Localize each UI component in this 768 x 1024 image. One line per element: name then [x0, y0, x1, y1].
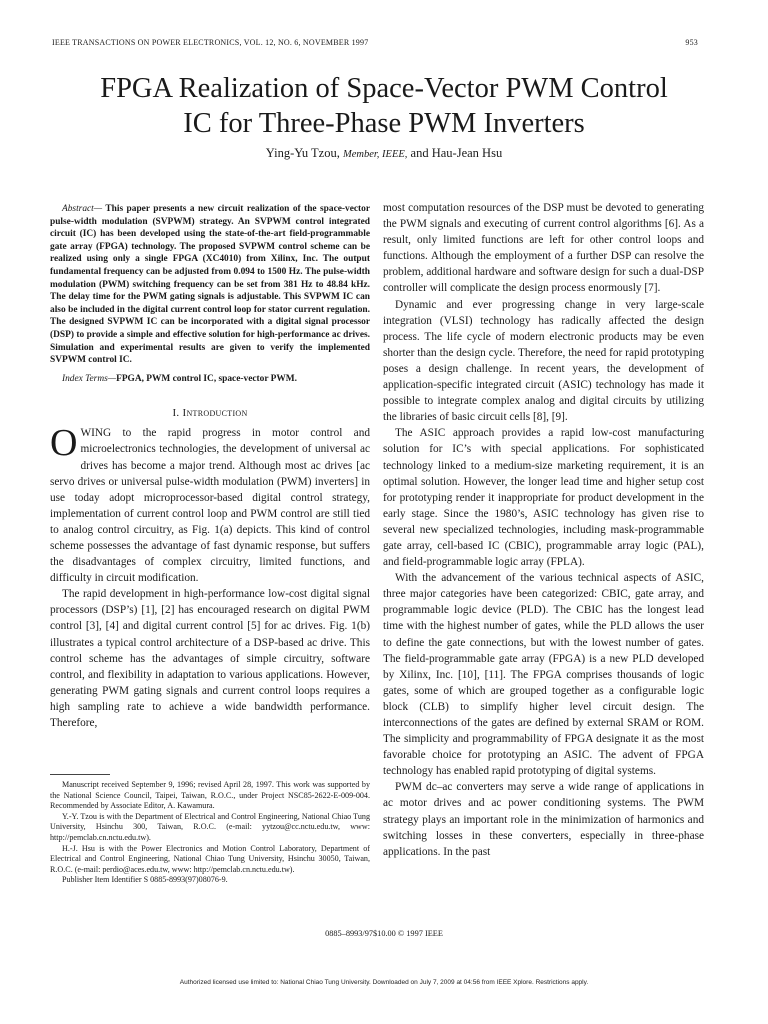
- author-connector: and: [410, 146, 429, 160]
- copyright-line: 0885–8993/97$10.00 © 1997 IEEE: [325, 929, 443, 938]
- index-terms: [50, 373, 370, 386]
- journal-header: IEEE TRANSACTIONS ON POWER ELECTRONICS, VOL. 12, NO. 6, NOVEMBER 1997: [52, 38, 369, 47]
- index-terms-text: FPGA, PWM control IC, space-vector PWM.: [116, 373, 297, 384]
- abstract-label: Abstract—: [62, 204, 103, 214]
- title-line-1: FPGA Realization of Space-Vector PWM Control: [100, 73, 668, 104]
- footnote-author-2: H.-J. Hsu is with the Power Electronics and Motion Control Laboratory, Department of Electrical and Control Engineering, National Chiao Tung University, Hsinchu 30050, Taiwan, R.O.C. (e-mail: perdio@aces.edu.tw, www: http://pemclab.cn.nctu.edu.tw).: [50, 843, 370, 874]
- footnotes: [50, 780, 370, 886]
- section-title-initial: I: [182, 407, 187, 420]
- author-1: Ying-Yu Tzou,: [265, 146, 340, 160]
- license-notice: Authorized licensed use limited to: National Chiao Tung University. Downloaded on July 7, 2009 at 04:56 from IEEE Xplore. Restrictions apply.: [179, 979, 589, 986]
- footnote-author-1: Y.-Y. Tzou is with the Department of Electrical and Control Engineering, National Chiao Tung University, Hsinchu 300, Taiwan, R.O.C. (e-mail: yytzou@cc.nctu.edu.tw, www: http://pemclab.cn.nctu.edu.tw).: [50, 811, 370, 842]
- intro-paragraph-1: [50, 422, 370, 586]
- abstract: [50, 203, 370, 367]
- intro-paragraph-1-text: WING to the rapid progress in motor control and microelectronics technologies, the development of universal ac drives has become a major trend. Although most ac drives [ac servo drives or universal pulse-width modulation (PWM) inverters] in use today adopt microprocessor-based digital control strategy, implementation of current control loop and PWM control are still tied to analog control circuitry, as Fig. 1(a) depicts. This kind of control scheme possesses the advantage of fast dynamic response, but suffers the disadvantages of complex circuitry, limited functions, and difficulty in circuit modification.: [50, 427, 370, 585]
- author-1-membership: Member, IEEE,: [342, 149, 408, 160]
- abstract-text: This paper presents a new circuit realization of the space-vector pulse-width modulation (SVPWM) strategy. An SVPWM control integrated circuit (IC) has been developed using the state-of-the-art field-programmable gate array (FPGA) technology. The proposed SVPWM control scheme can be realized using only a single FPGA (XC4010) from Xilinx, Inc. The output fundamental frequency can be adjusted from 0.094 to 1500 Hz. The pulse-width modulation (PWM) switching frequency can be set from 381 Hz to 48.84 kHz. The delay time for the PWM gating signals is adjustable. This SVPWM IC can also be included in the digital current control loop for stator current regulation. The designed SVPWM IC can be incorporated with a digital signal processor (DSP) to provide a simple and effective solution for high-performance ac drives. Simulation and experimental results are given to verify the implemented SVPWM control IC.: [50, 204, 370, 366]
- footnote-manuscript: Manuscript received September 9, 1996; revised April 28, 1997. This work was supported by the National Science Council, Taipei, Taiwan, R.O.C., under Project NSC85-2622-E-009-004. Recommended by Associate Editor, A. Kawamura.: [50, 780, 370, 811]
- left-column: [50, 198, 370, 731]
- drop-cap: O: [50, 422, 78, 465]
- footnote-publisher-id: Publisher Item Identifier S 0885-8993(97)08076-9.: [62, 875, 228, 885]
- page-number: 953: [685, 38, 698, 47]
- section-number: I.: [172, 407, 180, 420]
- right-column: [383, 200, 704, 860]
- right-paragraph-4: With the advancement of the various technical aspects of ASIC, three major categories have been categorized: CBIC, gate array, and programmable logic device (PLD). The CBIC has the longest lead time with the highest number of gates, while the PLD allows the user to define the gate connections, but with the lowest number of gates. The field-programmable gate array (FPGA) is a new PLD developed by Xilinx, Inc. [10], [11]. The FPGA comprises thousands of logic gates, some of which are grouped together as a configurable logic block (CLB) to simplify higher level circuit design. The interconnections of the gates are defined by external SRAM or ROM. The simplicity and programmability of FPGA designate it as the most favorable choice for prototyping an ASIC. The advent of FPGA technology has enabled rapid prototyping of digital systems.: [383, 572, 704, 778]
- title-line-2: IC for Three-Phase PWM Inverters: [183, 108, 585, 139]
- right-paragraph-2: Dynamic and ever progressing change in very large-scale integration (VLSI) technology has radically affected the design process. The life cycle of modern electronic products may be even shorter than the design cycle. Therefore, the need for rapid prototyping poses a design challenge. In recent years, the development of application-specific integrated circuit (ASIC) technology has made it possible to integrate complex analog and digital circuits by utilizing the libraries of basic circuit cells [8], [9].: [383, 298, 704, 424]
- section-heading-introduction: [50, 407, 370, 419]
- section-title-rest: ntroduction: [186, 407, 248, 420]
- running-header: [52, 38, 698, 50]
- index-terms-label: Index Terms—: [62, 373, 117, 384]
- footnote-rule: [50, 774, 110, 775]
- author-line: [40, 146, 728, 161]
- left-body-text: [50, 422, 370, 731]
- right-paragraph-5: PWM dc–ac converters may serve a wide range of applications in ac motor drives and ac power conditioning systems. The PWM strategy plays an important role in the minimization of harmonics and switching losses in these converters, especially in three-phase applications. In the past: [383, 781, 704, 858]
- right-paragraph-1: most computation resources of the DSP must be devoted to generating the PWM signals and executing of current control algorithms [6]. As a result, only limited functions are left for other control loops and functions. Although the employment of a further DSP can resolve the problem, additional hardware and software design for such a dual-DSP controller will complicate the design process enormously [7].: [383, 202, 704, 295]
- right-paragraph-3: The ASIC approach provides a rapid low-cost manufacturing solution for IC’s with special applications. For sophisticated technology linked to a medium-size marketing requirement, it is an optimal solution. However, the longer lead time and higher setup cost for prototyping render it inappropriate for product development in the early stage. Since the 1980’s, ASIC technology has given rise to several new specialized technologies, including mask-programmable gate array, cell-based IC (CBIC), programmable array logic (PAL), and field-programmable logic array (FPLA).: [383, 427, 704, 569]
- paper-title: [40, 71, 728, 141]
- intro-paragraph-2: The rapid development in high-performance low-cost digital signal processors (DSP’s) [1], [2] has encouraged research on digital PWM control [3], [4] and digital current control [5] for ac drives. Fig. 1(b) illustrates a typical control architecture of a DSP-based ac drive. This control scheme has the advantages of simple circuitry, software control, and flexibility in adaptation to various applications. However, generating PWM gating signals and current control loops requires a high sampling rate to achieve a wide bandwidth performance. Therefore,: [50, 588, 370, 729]
- author-2: Hau-Jean Hsu: [431, 146, 503, 160]
